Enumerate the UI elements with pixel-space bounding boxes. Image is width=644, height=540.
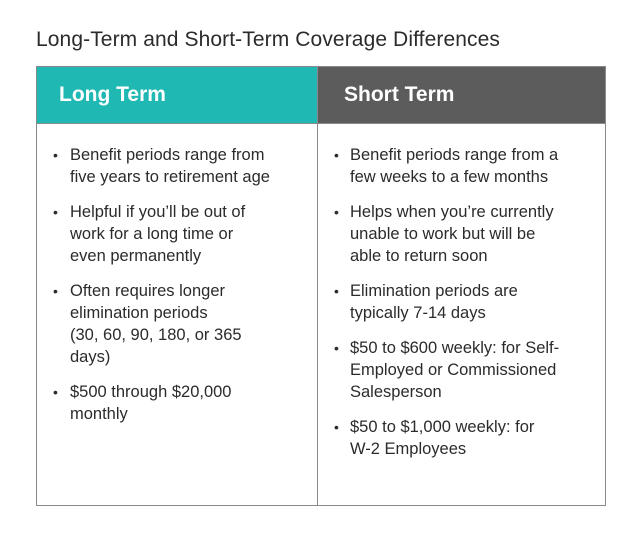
bullet-icon: •: [334, 419, 339, 435]
bullet-icon: •: [53, 147, 58, 163]
long-term-column: [37, 67, 318, 505]
list-item: • Helpful if you’ll be out of work for a long time or even permanently: [53, 203, 246, 265]
long-term-list: [37, 124, 317, 425]
list-item: • $500 through $20,000 monthly: [53, 383, 232, 423]
bullet-icon: •: [53, 283, 58, 299]
bullet-icon: •: [53, 384, 58, 400]
list-item: • $50 to $1,000 weekly: for W-2 Employees: [334, 418, 535, 458]
list-item: • Benefit periods range from a few weeks to a few months: [334, 146, 559, 186]
list-item: • Helps when you’re currently unable to work but will be able to return soon: [334, 203, 554, 265]
comparison-table: [36, 66, 606, 506]
bullet-icon: •: [334, 340, 339, 356]
bullet-icon: •: [334, 204, 339, 220]
bullet-icon: •: [53, 204, 58, 220]
short-term-list: [318, 124, 605, 460]
long-term-header: Long Term: [37, 67, 317, 124]
list-item: • Often requires longer elimination periods (30, 60, 90, 180, or 365 days): [53, 282, 242, 366]
bullet-icon: •: [334, 147, 339, 163]
list-item: • Benefit periods range from five years to retirement age: [53, 146, 270, 186]
page-title: Long-Term and Short-Term Coverage Differences: [36, 28, 500, 51]
short-term-column: [318, 67, 605, 505]
list-item: • $50 to $600 weekly: for Self- Employed or Commissioned Salesperson: [334, 339, 560, 401]
bullet-icon: •: [334, 283, 339, 299]
list-item: • Elimination periods are typically 7-14 days: [334, 282, 518, 322]
short-term-header: Short Term: [318, 67, 605, 124]
